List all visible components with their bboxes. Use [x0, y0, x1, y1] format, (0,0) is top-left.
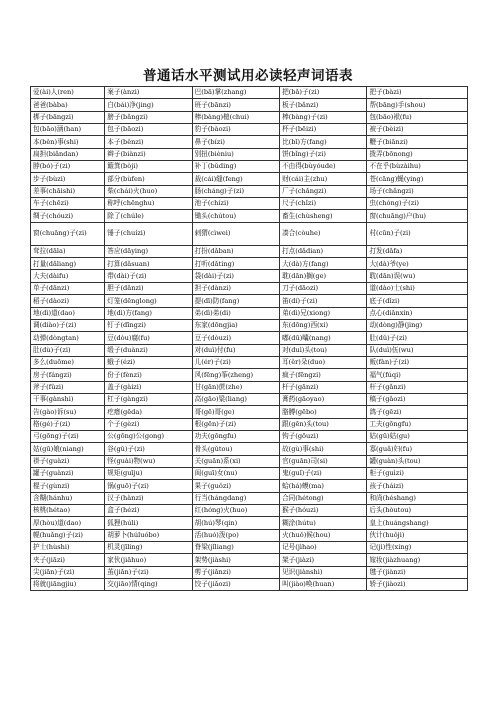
table-row: [31, 455, 468, 467]
word-cell: 蛤(há)蟆(ma): [280, 480, 367, 492]
word-cell: 公(gōng)公(gong): [105, 430, 192, 442]
word-cell: 斧子(fǔzi): [31, 381, 105, 393]
word-cell: 房子(fángzi): [31, 369, 105, 381]
table-row: [31, 579, 468, 591]
table-row: [31, 295, 468, 307]
word-cell: 绸子(chóuzi): [31, 210, 105, 222]
word-cell: 胡(hú)琴(qin): [192, 517, 279, 529]
word-cell: 拨弄(bōnong): [367, 148, 468, 160]
table-row: [31, 210, 468, 222]
word-cell: 带(dài)子(zi): [105, 270, 192, 282]
table-row: [31, 245, 468, 257]
word-cell: 包(bāo)袱(fu): [367, 111, 468, 123]
word-cell: 笛(dí)子(zi): [280, 295, 367, 307]
word-cell: 骨头(gǔtou): [192, 443, 279, 455]
word-cell: 格(gé)子(zi): [31, 418, 105, 430]
vocabulary-table-body: [31, 87, 468, 591]
word-cell: 谷(gǔ)子(zi): [105, 443, 192, 455]
table-row: [31, 430, 468, 442]
word-cell: 道(dào)士(shi): [367, 282, 468, 294]
word-cell: 部分(bùfen): [105, 173, 192, 185]
word-cell: 杆子(gānzi): [280, 381, 367, 393]
table-row: [31, 307, 468, 319]
table-row: [31, 418, 468, 430]
word-cell: 姑(gū)娘(niang): [31, 443, 105, 455]
word-cell: 裁(cái)缝(feng): [192, 173, 279, 185]
word-cell: 辫子(biànzi): [105, 148, 192, 160]
word-cell: 伙计(huǒji): [367, 529, 468, 541]
table-row: [31, 185, 468, 197]
word-cell: 村(cūn)子(zi): [367, 222, 468, 245]
word-cell: 打算(dǎsuan): [105, 258, 192, 270]
word-cell: 车子(chēzi): [31, 198, 105, 210]
word-cell: 合同(hétong): [280, 492, 367, 504]
word-cell: 爱(ài)人(ren): [31, 87, 105, 99]
word-cell: 火(huǒ)候(hou): [280, 529, 367, 541]
word-cell: 记号(jìhao): [280, 542, 367, 554]
word-cell: 巴(bā)掌(zhang): [192, 87, 279, 99]
word-cell: 打发(dǎfa): [367, 245, 468, 257]
table-row: [31, 319, 468, 331]
word-cell: 姑(gū)姑(gu): [367, 430, 468, 442]
word-cell: 罐(guàn)头(tou): [367, 455, 468, 467]
word-cell: 凑合(còuhe): [280, 222, 367, 245]
word-cell: 蛾子(ézi): [105, 356, 192, 368]
word-cell: 脖(bó)子(zi): [31, 161, 105, 173]
word-cell: 虫(chóng)子(zi): [367, 198, 468, 210]
word-cell: 刀子(dāozi): [280, 282, 367, 294]
word-cell: 架子(jiàzi): [280, 554, 367, 566]
word-cell: 尖(jiān)子(zi): [31, 566, 105, 578]
word-cell: 果子(guǒzi): [192, 480, 279, 492]
word-cell: 案子(ànzi): [105, 87, 192, 99]
word-cell: 窗(chuāng)子(zi): [31, 222, 105, 245]
table-row: [31, 344, 468, 356]
word-cell: 肠(cháng)子(zi): [192, 185, 279, 197]
word-cell: 钩子(gōuzi): [280, 430, 367, 442]
table-row: [31, 505, 468, 517]
word-cell: 灯笼(dēnglong): [105, 295, 192, 307]
word-cell: 本(běn)事(shi): [31, 136, 105, 148]
word-cell: 机灵(jīling): [105, 542, 192, 554]
table-row: [31, 332, 468, 344]
word-cell: 担子(dànzi): [192, 282, 279, 294]
word-cell: 地(dì)方(fang): [105, 307, 192, 319]
word-cell: 场子(chǎngzi): [367, 185, 468, 197]
word-cell: 财(cái)主(zhu): [280, 173, 367, 185]
word-cell: 打量(dǎliang): [31, 258, 105, 270]
word-cell: 交(jiāo)情(qing): [105, 579, 192, 591]
word-cell: 膏药(gāoyao): [280, 393, 367, 405]
word-cell: 对(duì)付(fu): [192, 344, 279, 356]
word-cell: 本子(běnzi): [105, 136, 192, 148]
table-row: [31, 467, 468, 479]
word-cell: 孩子(háizi): [367, 480, 468, 492]
word-cell: 锤子(chuízi): [105, 222, 192, 245]
table-row: [31, 480, 468, 492]
table-row: [31, 161, 468, 173]
word-cell: 刺猬(cìwei): [192, 222, 279, 245]
word-cell: 多么(duōme): [31, 356, 105, 368]
word-cell: 豆子(dòuzi): [192, 332, 279, 344]
word-cell: 弓(gōng)子(zi): [31, 430, 105, 442]
word-cell: 调(diào)子(zi): [31, 319, 105, 331]
word-cell: 稿子(gǎozi): [367, 393, 468, 405]
table-row: [31, 554, 468, 566]
word-cell: 不在乎(bùzàihu): [367, 161, 468, 173]
word-cell: 记(jì)性(xing): [367, 542, 468, 554]
word-cell: 东家(dōngjia): [192, 319, 279, 331]
word-cell: 皇上(huángshang): [367, 517, 468, 529]
word-cell: 杯子(bēizi): [280, 124, 367, 136]
word-cell: 缎子(duànzi): [105, 344, 192, 356]
table-row: [31, 492, 468, 504]
table-row: [31, 356, 468, 368]
table-row: [31, 99, 468, 111]
word-cell: 轿子(jiàozi): [367, 579, 468, 591]
word-cell: 膀子(bǎngzi): [105, 111, 192, 123]
word-cell: 柜子(guìzi): [367, 467, 468, 479]
word-cell: 毽子(jiànzi): [367, 566, 468, 578]
word-cell: 底子(dǐzi): [367, 295, 468, 307]
word-cell: 打听(dǎting): [192, 258, 279, 270]
word-cell: 猴子(hóuzi): [280, 505, 367, 517]
word-cell: 板子(bǎnzi): [280, 99, 367, 111]
word-cell: 饺子(jiǎozi): [192, 579, 279, 591]
word-cell: 帮(bāng)手(shou): [367, 99, 468, 111]
word-cell: 耽(dān)搁(ge): [280, 270, 367, 282]
word-cell: 鸽子(gēzi): [367, 406, 468, 418]
word-cell: 钉子(dīngzi): [105, 319, 192, 331]
word-cell: 疯子(fēngzi): [280, 369, 367, 381]
word-cell: 干事(gànshi): [31, 393, 105, 405]
word-cell: 打点(dǎdian): [280, 245, 367, 257]
word-cell: 棒(bàng)槌(chui): [192, 111, 279, 123]
word-cell: 大(dà)爷(ye): [367, 258, 468, 270]
word-cell: 个子(gèzi): [105, 418, 192, 430]
word-cell: 东(dōng)西(xi): [280, 319, 367, 331]
word-cell: 家伙(jiāhuo): [105, 554, 192, 566]
word-cell: 饼(bǐng)子(zi): [280, 148, 367, 160]
word-cell: 肚(dù)子(zi): [31, 344, 105, 356]
word-cell: 打扮(dǎban): [192, 245, 279, 257]
word-cell: 和尚(héshang): [367, 492, 468, 504]
word-cell: 豹子(bàozi): [192, 124, 279, 136]
word-cell: 护士(hùshi): [31, 542, 105, 554]
word-cell: 胆子(dǎnzi): [105, 282, 192, 294]
word-cell: 地(dì)道(dao): [31, 307, 105, 319]
word-cell: 活(huó)泼(po): [192, 529, 279, 541]
table-row: [31, 517, 468, 529]
word-cell: 夹子(jiāzi): [31, 554, 105, 566]
word-cell: 儿(ér)子(zi): [192, 356, 279, 368]
word-cell: 不由得(bùyóude): [280, 161, 367, 173]
table-row: [31, 282, 468, 294]
word-cell: 苍(cāng)蝇(ying): [367, 173, 468, 185]
table-row: [31, 173, 468, 185]
word-cell: 嘟(dū)囔(nang): [280, 332, 367, 344]
word-cell: 红(hóng)火(huo): [192, 505, 279, 517]
word-cell: 肚(dǔ)子(zi): [367, 332, 468, 344]
word-cell: 叫(jiào)唤(huan): [280, 579, 367, 591]
table-row: [31, 258, 468, 270]
word-cell: 幌(huǎng)子(zi): [31, 529, 105, 541]
word-cell: 柴(chái)火(huo): [105, 185, 192, 197]
table-row: [31, 393, 468, 405]
word-cell: 怪(guài)物(wu): [105, 455, 192, 467]
table-row: [31, 529, 468, 541]
word-cell: 剪子(jiǎnzi): [192, 566, 279, 578]
word-cell: 包子(bāozi): [105, 124, 192, 136]
word-cell: 包(bāo)涵(han): [31, 124, 105, 136]
word-cell: 寡(guǎ)妇(fu): [367, 443, 468, 455]
word-cell: 后头(hòutou): [367, 505, 468, 517]
word-cell: 队(duì)伍(wu): [367, 344, 468, 356]
word-cell: 鼻子(bízi): [192, 136, 279, 148]
word-cell: 罐子(guànzi): [31, 467, 105, 479]
word-cell: 糊涂(hútu): [280, 517, 367, 529]
table-row: [31, 369, 468, 381]
word-cell: 甘(gān)蔗(zhe): [192, 381, 279, 393]
word-cell: 除了(chúle): [105, 210, 192, 222]
word-cell: 跟(gēn)头(tou): [280, 418, 367, 430]
table-row: [31, 566, 468, 578]
word-cell: 行当(hángdang): [192, 492, 279, 504]
word-cell: 茧(jiǎn)子(zi): [105, 566, 192, 578]
word-cell: 比(bǐ)方(fang): [280, 136, 367, 148]
word-cell: 爸爸(bàba): [31, 99, 105, 111]
table-row: [31, 198, 468, 210]
word-cell: 点心(diǎnxin): [367, 307, 468, 319]
table-row: [31, 111, 468, 123]
word-cell: 汉子(hànzi): [105, 492, 192, 504]
table-row: [31, 87, 468, 99]
word-cell: 畜生(chùsheng): [280, 210, 367, 222]
table-row: [31, 381, 468, 393]
word-cell: 棍子(gùnzi): [31, 480, 105, 492]
word-cell: 耽(dān)误(wu): [367, 270, 468, 282]
word-cell: 盖子(gàizi): [105, 381, 192, 393]
word-cell: 对(duì)头(tou): [280, 344, 367, 356]
word-cell: 份子(fènzi): [105, 369, 192, 381]
table-row: [31, 406, 468, 418]
word-cell: 告(gào)诉(su): [31, 406, 105, 418]
word-cell: 胡萝卜(húluóbo): [105, 529, 192, 541]
word-cell: 大(dà)方(fang): [280, 258, 367, 270]
word-cell: 盒子(hézi): [105, 505, 192, 517]
word-cell: 鞭子(biānzi): [367, 136, 468, 148]
table-row: [31, 542, 468, 554]
table-row: [31, 136, 468, 148]
word-cell: 豆(dòu)腐(fu): [105, 332, 192, 344]
word-cell: 架势(jiàshi): [192, 554, 279, 566]
word-cell: 褂子(guàzi): [31, 455, 105, 467]
word-cell: 工夫(gōngfu): [367, 418, 468, 430]
word-cell: 脊梁(jǐliang): [192, 542, 279, 554]
word-cell: 梆子(bāngzi): [31, 111, 105, 123]
word-cell: 稻子(dàozi): [31, 295, 105, 307]
word-cell: 关(guān)系(xi): [192, 455, 279, 467]
word-cell: 袋(dài)子(zi): [192, 270, 279, 282]
word-cell: 功夫(gōngfu): [192, 430, 279, 442]
word-cell: 厂子(chǎngzi): [280, 185, 367, 197]
vocabulary-table: [30, 86, 468, 591]
word-cell: 把子(bàzi): [367, 87, 468, 99]
word-cell: 福气(fúqi): [367, 369, 468, 381]
word-cell: 窗(chuāng)户(hu): [367, 210, 468, 222]
word-cell: 核桃(hétao): [31, 505, 105, 517]
table-row: [31, 443, 468, 455]
page-title: 普通话水平测试用必读轻声词语表: [143, 68, 353, 84]
word-cell: 厚(hòu)道(dao): [31, 517, 105, 529]
table-row: [31, 124, 468, 136]
word-cell: 被子(bèizi): [367, 124, 468, 136]
word-cell: 高(gāo)粱(liang): [192, 393, 279, 405]
word-cell: 故(gù)事(shi): [280, 443, 367, 455]
word-cell: 白(bái)净(jing): [105, 99, 192, 111]
word-cell: 簸箕(bòji): [105, 161, 192, 173]
word-cell: 哥(gē)哥(ge): [192, 406, 279, 418]
word-cell: 把(bǎ)子(zi): [280, 87, 367, 99]
word-cell: 补丁(bǔding): [192, 161, 279, 173]
word-cell: 步子(bùzi): [31, 173, 105, 185]
word-cell: 狐狸(húli): [105, 517, 192, 529]
word-cell: 动(dòng)静(jing): [367, 319, 468, 331]
word-cell: 嫁妆(jiàzhuang): [367, 554, 468, 566]
word-cell: 杠子(gàngzi): [105, 393, 192, 405]
word-cell: 棒(bàng)子(zi): [280, 111, 367, 123]
word-cell: 闺(guī)女(nu): [192, 467, 279, 479]
word-cell: 胳膊(gēbo): [280, 406, 367, 418]
word-cell: 别扭(bièniu): [192, 148, 279, 160]
word-cell: 扁担(biǎndan): [31, 148, 105, 160]
word-cell: 答应(dāying): [105, 245, 192, 257]
word-cell: 见识(jiànshi): [280, 566, 367, 578]
word-cell: 耳(ěr)朵(duo): [280, 356, 367, 368]
word-cell: 疙瘩(gēda): [105, 406, 192, 418]
word-cell: 动弹(dòngtan): [31, 332, 105, 344]
word-cell: 大夫(dàifu): [31, 270, 105, 282]
word-cell: 锄头(chútou): [192, 210, 279, 222]
word-cell: 杆子(gǎnzi): [367, 381, 468, 393]
word-cell: 班子(bānzi): [192, 99, 279, 111]
word-cell: 锅(guō)子(zi): [105, 480, 192, 492]
word-cell: 尺子(chǐzi): [280, 198, 367, 210]
word-cell: 称呼(chēnghu): [105, 198, 192, 210]
word-cell: 弟(dì)弟(di): [192, 307, 279, 319]
word-cell: 差事(chāishi): [31, 185, 105, 197]
word-cell: 提(dī)防(fang): [192, 295, 279, 307]
word-cell: 将就(jiāngjiu): [31, 579, 105, 591]
word-cell: 官(guān)司(si): [280, 455, 367, 467]
table-row: [31, 270, 468, 282]
word-cell: 根(gēn)子(zi): [192, 418, 279, 430]
word-cell: 含糊(hánhu): [31, 492, 105, 504]
word-cell: 规矩(guīju): [105, 467, 192, 479]
word-cell: 单子(dānzi): [31, 282, 105, 294]
word-cell: 池子(chízi): [192, 198, 279, 210]
word-cell: 贩(fàn)子(zi): [367, 356, 468, 368]
word-cell: 风(fēng)筝(zheng): [192, 369, 279, 381]
word-cell: 弟(dì)兄(xiong): [280, 307, 367, 319]
word-cell: 鬼(guǐ)子(zi): [280, 467, 367, 479]
table-row: [31, 148, 468, 160]
word-cell: 耷拉(dāla): [31, 245, 105, 257]
table-row: [31, 222, 468, 245]
